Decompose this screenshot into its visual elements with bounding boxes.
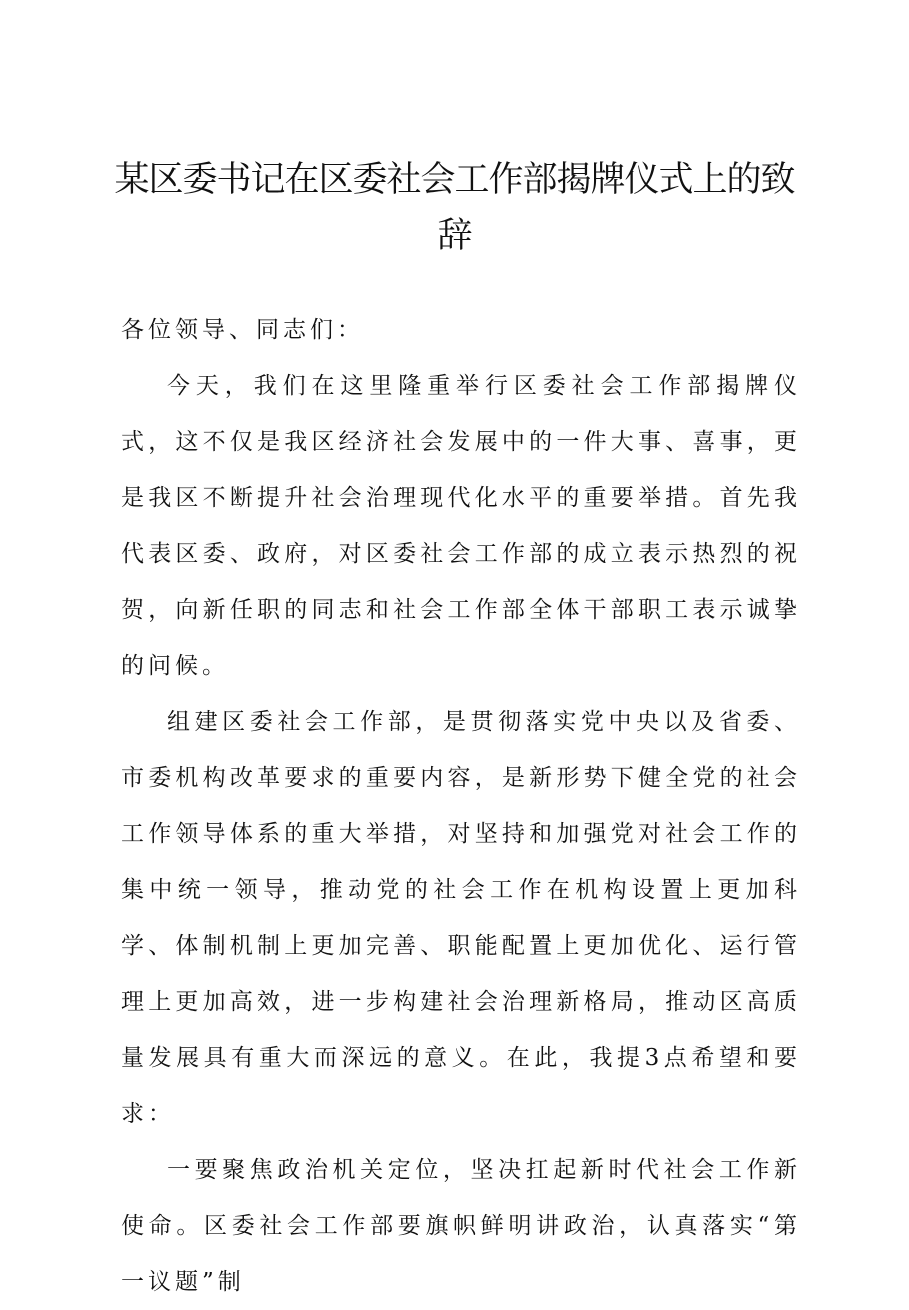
- document-body: [121, 302, 801, 1310]
- document-title: 某区委书记在区委社会工作部揭牌仪式上的致辞: [114, 160, 795, 256]
- salutation: 各位领导、同志们：: [121, 317, 364, 343]
- body-paragraph-1: 今天，我们在这里隆重举行区委社会工作部揭牌仪式，这不仅是我区经济社会发展中的一件大事、喜事，更是我区不断提升社会治理现代化水平的重要举措。首先我代表区委、政府，对区委社会工作部的成立表示热烈的祝贺，向新任职的同志和社会工作部全体干部职工表示诚挚的问候。: [121, 373, 801, 679]
- body-paragraph-2: 组建区委社会工作部，是贯彻落实党中央以及省委、市委机构改革要求的重要内容，是新形势下健全党的社会工作领导体系的重大举措，对坚持和加强党对社会工作的集中统一领导，推动党的社会工作在机构设置上更加科学、体制机制上更加完善、职能配置上更加优化、运行管理上更加高效，进一步构建社会治理新格局，推动区高质量发展具有重大而深远的意义。在此，我提3点希望和要求：: [121, 709, 801, 1127]
- body-paragraph-3: 一要聚焦政治机关定位，坚决扛起新时代社会工作新使命。区委社会工作部要旗帜鲜明讲政治，认真落实“第一议题”制: [121, 1157, 801, 1295]
